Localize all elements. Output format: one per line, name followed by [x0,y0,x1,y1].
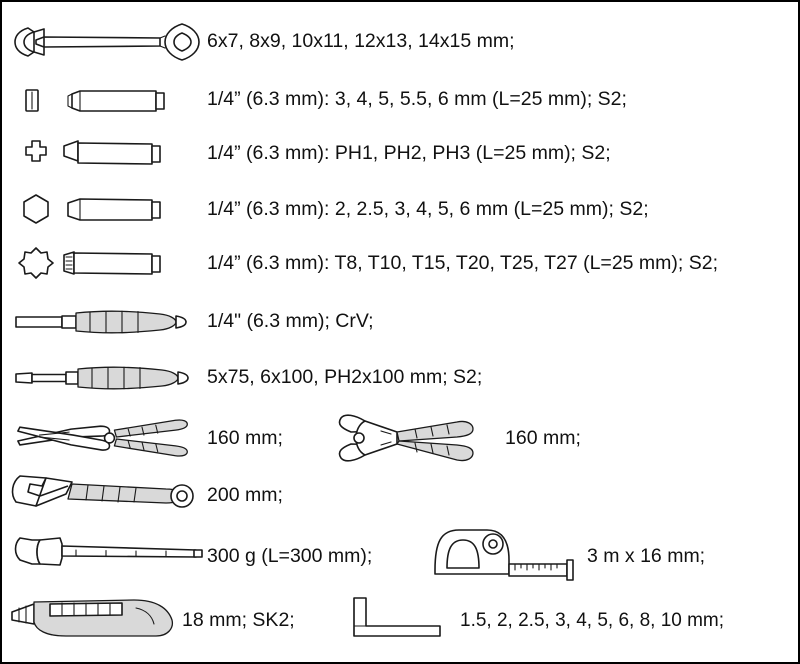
row-screwdrivers [2,354,798,402]
bit-holder-label: 1/4" (6.3 mm); CrV; [207,310,374,333]
hex-bit-icon [2,189,207,231]
utility-knife-icon [2,594,182,648]
slotted-bits-label: 1/4” (6.3 mm): 3, 4, 5, 5.5, 6 mm (L=25 mm); S2; [207,88,627,111]
row-phillips-bits [2,128,798,180]
phillips-bits-label: 1/4” (6.3 mm): PH1, PH2, PH3 (L=25 mm); S2; [207,142,611,165]
row-torx-bits [2,238,798,290]
phillips-bit-icon [2,133,207,175]
combination-wrench-icon [2,16,207,68]
screwdrivers-label: 5x75, 6x100, PH2x100 mm; S2; [207,366,483,389]
long-nose-pliers-label: 160 mm; [207,427,283,450]
screwdriver-handle-icon [2,305,207,339]
tape-measure-label: 3 m x 16 mm; [587,545,706,568]
row-bit-holder-handle [2,298,798,346]
diagonal-cutting-pliers-icon [325,408,505,470]
hex-key-icon [330,594,460,648]
diagonal-pliers-label: 160 mm; [505,427,581,450]
row-hammer-tape [2,522,798,592]
long-nose-pliers-icon [2,409,207,469]
torx-bit-icon [2,243,207,285]
row-adjustable-wrench [2,470,798,522]
combination-wrench-label: 6x7, 8x9, 10x11, 12x13, 14x15 mm; [207,30,515,53]
row-pliers [2,408,798,470]
adjustable-wrench-label: 200 mm; [207,484,283,507]
hammer-label: 300 g (L=300 mm); [207,545,373,568]
row-slotted-bits [2,74,798,126]
hex-keys-label: 1.5, 2, 2.5, 3, 4, 5, 6, 8, 10 mm; [460,609,725,631]
torx-bits-label: 1/4” (6.3 mm): T8, T10, T15, T20, T25, T27 (L=25 mm); S2; [207,252,719,275]
slotted-bit-icon [2,80,207,120]
row-hex-bits [2,184,798,236]
screwdriver-icon [2,361,207,395]
row-knife-hexkeys [2,590,798,652]
hex-bits-label: 1/4” (6.3 mm): 2, 2.5, 3, 4, 5, 6 mm (L=25 mm); S2; [207,198,649,221]
tape-measure-icon [427,524,587,590]
adjustable-wrench-icon [2,472,207,520]
utility-knife-label: 18 mm; SK2; [182,609,295,632]
claw-hammer-icon [2,524,207,590]
row-combination-wrench-set [2,12,798,72]
